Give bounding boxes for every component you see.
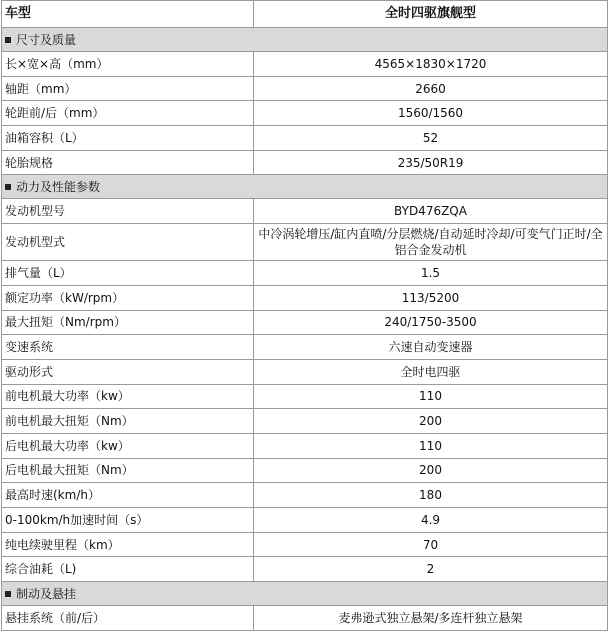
- spec-row: [2, 150, 608, 175]
- spec-value: 2660: [254, 76, 608, 101]
- spec-value: 240/1750-3500: [254, 310, 608, 335]
- spec-row: [2, 409, 608, 434]
- spec-value: 70: [254, 532, 608, 557]
- section-header: [2, 175, 608, 199]
- section-header-row: [2, 28, 608, 52]
- spec-label: 发动机型号: [2, 199, 254, 224]
- spec-row: [2, 384, 608, 409]
- spec-value: 113/5200: [254, 285, 608, 310]
- table-header-row: [2, 1, 608, 28]
- spec-table-body: [2, 1, 608, 631]
- section-header: [2, 28, 608, 52]
- spec-label: 最高时速(km/h）: [2, 483, 254, 508]
- spec-value: 52: [254, 126, 608, 151]
- spec-label: 长×宽×高（mm）: [2, 52, 254, 77]
- spec-row: [2, 335, 608, 360]
- spec-value: 110: [254, 384, 608, 409]
- spec-label: 纯电续驶里程（km）: [2, 532, 254, 557]
- header-trim-name: 全时四驱旗舰型: [254, 1, 608, 28]
- section-header: [2, 582, 608, 606]
- spec-label: 变速系统: [2, 335, 254, 360]
- spec-row: [2, 557, 608, 582]
- spec-label: 驱动形式: [2, 359, 254, 384]
- spec-label: 综合油耗（L): [2, 557, 254, 582]
- spec-row: [2, 310, 608, 335]
- spec-value: 4565×1830×1720: [254, 52, 608, 77]
- spec-label: 后电机最大功率（kw）: [2, 433, 254, 458]
- spec-value: 180: [254, 483, 608, 508]
- spec-value: 200: [254, 458, 608, 483]
- spec-row: [2, 199, 608, 224]
- section-header-row: [2, 175, 608, 199]
- spec-row: [2, 52, 608, 77]
- spec-value: 235/50R19: [254, 150, 608, 175]
- spec-row: [2, 508, 608, 533]
- spec-label: 最大扭矩（Nm/rpm）: [2, 310, 254, 335]
- spec-label: 前电机最大扭矩（Nm）: [2, 409, 254, 434]
- square-bullet-icon: [5, 591, 11, 597]
- spec-row: [2, 126, 608, 151]
- spec-value: 麦弗逊式独立悬架/多连杆独立悬架: [254, 606, 608, 631]
- spec-label: 油箱容积（L）: [2, 126, 254, 151]
- spec-label: 0-100km/h加速时间（s）: [2, 508, 254, 533]
- spec-row: [2, 224, 608, 261]
- section-title: 制动及悬挂: [16, 586, 77, 601]
- spec-label: 轮距前/后（mm）: [2, 101, 254, 126]
- spec-row: [2, 76, 608, 101]
- spec-value: 2: [254, 557, 608, 582]
- spec-table: [1, 0, 608, 631]
- spec-value: 六速自动变速器: [254, 335, 608, 360]
- spec-label: 轴距（mm）: [2, 76, 254, 101]
- square-bullet-icon: [5, 37, 11, 43]
- spec-label: 悬挂系统（前/后）: [2, 606, 254, 631]
- spec-label: 排气量（L）: [2, 261, 254, 286]
- spec-value: 中冷涡轮增压/缸内直喷/分层燃烧/自动延时冷却/可变气门正时/全铝合金发动机: [254, 224, 608, 261]
- spec-row: [2, 458, 608, 483]
- spec-row: [2, 606, 608, 631]
- spec-value: 200: [254, 409, 608, 434]
- spec-row: [2, 483, 608, 508]
- spec-row: [2, 261, 608, 286]
- spec-label: 轮胎规格: [2, 150, 254, 175]
- spec-row: [2, 433, 608, 458]
- square-bullet-icon: [5, 184, 11, 190]
- spec-row: [2, 101, 608, 126]
- spec-value: BYD476ZQA: [254, 199, 608, 224]
- section-header-row: [2, 582, 608, 606]
- spec-row: [2, 285, 608, 310]
- spec-row: [2, 359, 608, 384]
- spec-label: 发动机型式: [2, 224, 254, 261]
- spec-value: 全时电四驱: [254, 359, 608, 384]
- spec-value: 110: [254, 433, 608, 458]
- spec-label: 前电机最大功率（kw）: [2, 384, 254, 409]
- spec-row: [2, 532, 608, 557]
- section-title: 动力及性能参数: [16, 179, 101, 194]
- spec-label: 后电机最大扭矩（Nm）: [2, 458, 254, 483]
- section-title: 尺寸及质量: [16, 32, 77, 47]
- spec-value: 4.9: [254, 508, 608, 533]
- header-model-label: 车型: [2, 1, 254, 28]
- spec-label: 额定功率（kW/rpm）: [2, 285, 254, 310]
- spec-value: 1560/1560: [254, 101, 608, 126]
- spec-value: 1.5: [254, 261, 608, 286]
